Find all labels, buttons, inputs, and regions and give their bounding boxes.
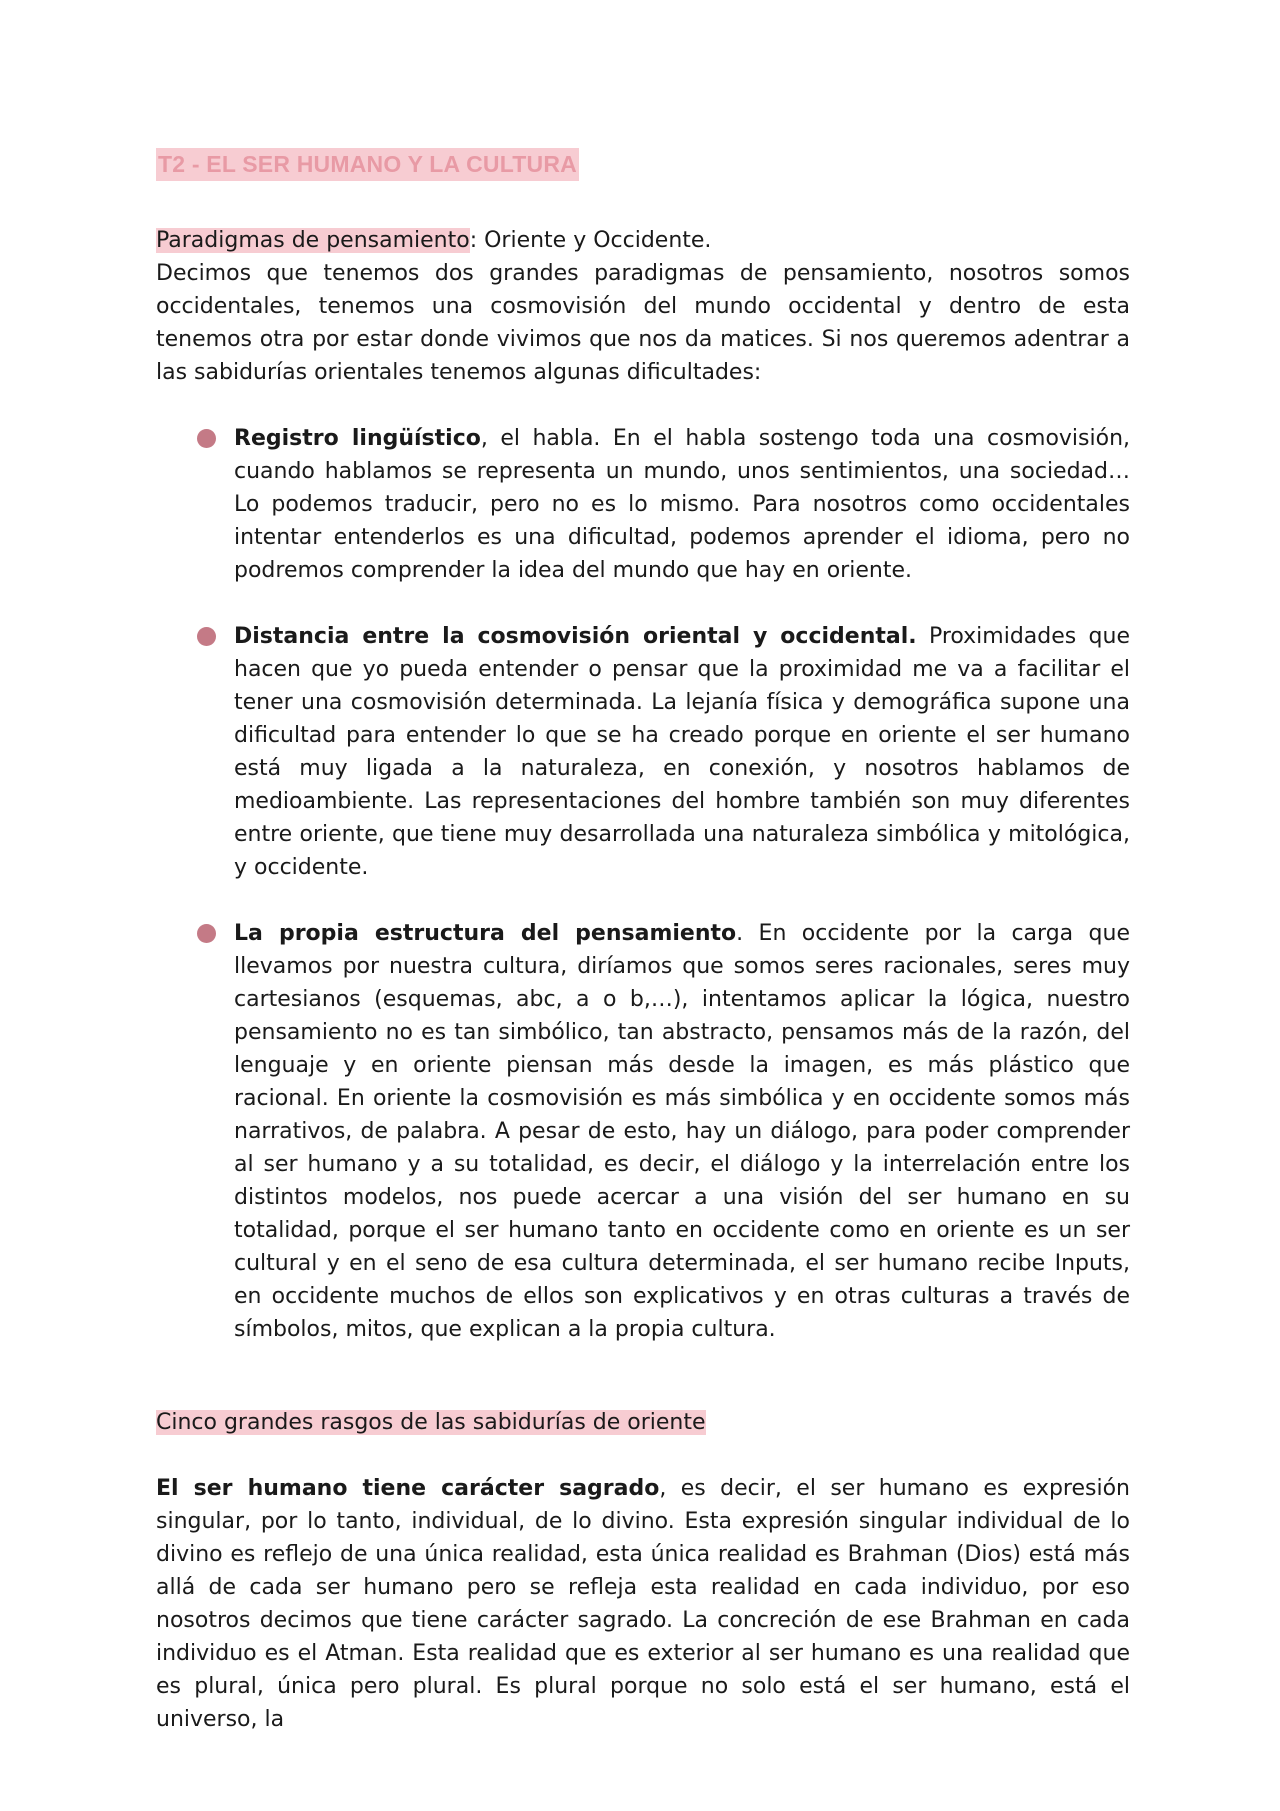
list-item-body: Proximidades que hacen que yo pueda entender o pensar que la proximidad me va a facilitar el tener una cosmovisión determinada. La lejanía física y demográfica supone una dificultad para entender lo que se ha creado porque en oriente el ser humano está muy ligada a la naturaleza, en conexión, y nosotros hablamos de medioambiente. Las representaciones del hombre también son muy diferentes entre oriente, que tiene muy desarrollada una naturaleza simbólica y mitológica, y occidente. — [234, 624, 1130, 880]
title-text: T2 - EL SER HUMANO Y LA CULTURA — [156, 148, 579, 181]
list-item-text — [234, 620, 1130, 884]
bullet-icon — [197, 627, 216, 646]
list-item — [156, 917, 1130, 1346]
heading-highlight: Paradigmas de pensamiento — [156, 228, 470, 253]
section-paradigmas — [156, 224, 1130, 1346]
body-paragraph — [156, 1472, 1130, 1736]
section-heading — [156, 1406, 1130, 1439]
difficulties-list — [156, 422, 1130, 1346]
list-item-text — [234, 917, 1130, 1346]
list-item-bold: Registro lingüístico — [234, 426, 481, 451]
list-item — [156, 620, 1130, 884]
section-cinco-rasgos — [156, 1406, 1130, 1736]
paragraph-body: , es decir, el ser humano es expresión singular, por lo tanto, individual, de lo divino. Esta expresión singular individual de lo divino es reflejo de una única realidad, esta única realidad es Brahman (Dios) está más allá de cada ser humano pero se refleja esta realidad en cada individuo, por eso nosotros decimos que tiene carácter sagrado. La concreción de ese Brahman en cada individuo es el Atman. Esta realidad que es exterior al ser humano es una realidad que es plural, única pero plural. Es plural porque no solo está el ser humano, está el universo, la — [156, 1476, 1130, 1732]
bullet-icon — [197, 429, 216, 448]
document-title — [156, 148, 1130, 182]
section-heading — [156, 224, 1130, 257]
list-item-bold: La propia estructura del pensamiento — [234, 921, 737, 946]
heading-highlight: Cinco grandes rasgos de las sabidurías de oriente — [156, 1410, 706, 1435]
document-page — [156, 148, 1130, 1736]
list-item-bold: Distancia entre la cosmovisión oriental y occidental. — [234, 624, 917, 649]
list-item-body: . En occidente por la carga que llevamos por nuestra cultura, diríamos que somos seres racionales, seres muy cartesianos (esquemas, abc, a o b,…), intentamos aplicar la lógica, nuestro pensamiento no es tan simbólico, tan abstracto, pensamos más de la razón, del lenguaje y en oriente piensan más desde la imagen, es más plástico que racional. En oriente la cosmovisión es más simbólica y en occidente somos más narrativos, de palabra. A pesar de esto, hay un diálogo, para poder comprender al ser humano y a su totalidad, es decir, el diálogo y la interrelación entre los distintos modelos, nos puede acercar a una visión del ser humano en su totalidad, porque el ser humano tanto en occidente como en oriente es un ser cultural y en el seno de esa cultura determinada, el ser humano recibe Inputs, en occidente muchos de ellos son explicativos y en otras culturas a través de símbolos, mitos, que explican a la propia cultura. — [234, 921, 1130, 1342]
bullet-icon — [197, 924, 216, 943]
heading-rest: : Oriente y Occidente. — [469, 228, 712, 253]
list-item — [156, 422, 1130, 587]
list-item-body: , el habla. En el habla sostengo toda una cosmovisión, cuando hablamos se representa un mundo, unos sentimientos, una sociedad… Lo podemos traducir, pero no es lo mismo. Para nosotros como occidentales intentar entenderlos es una dificultad, podemos aprender el idioma, pero no podremos comprender la idea del mundo que hay en oriente. — [234, 426, 1131, 583]
intro-paragraph: Decimos que tenemos dos grandes paradigmas de pensamiento, nosotros somos occidentales, tenemos una cosmovisión del mundo occidental y dentro de esta tenemos otra por estar donde vivimos que nos da matices. Si nos queremos adentrar a las sabidurías orientales tenemos algunas dificultades: — [156, 261, 1130, 385]
paragraph-bold: El ser humano tiene carácter sagrado — [156, 1476, 660, 1501]
list-item-text — [234, 422, 1130, 587]
